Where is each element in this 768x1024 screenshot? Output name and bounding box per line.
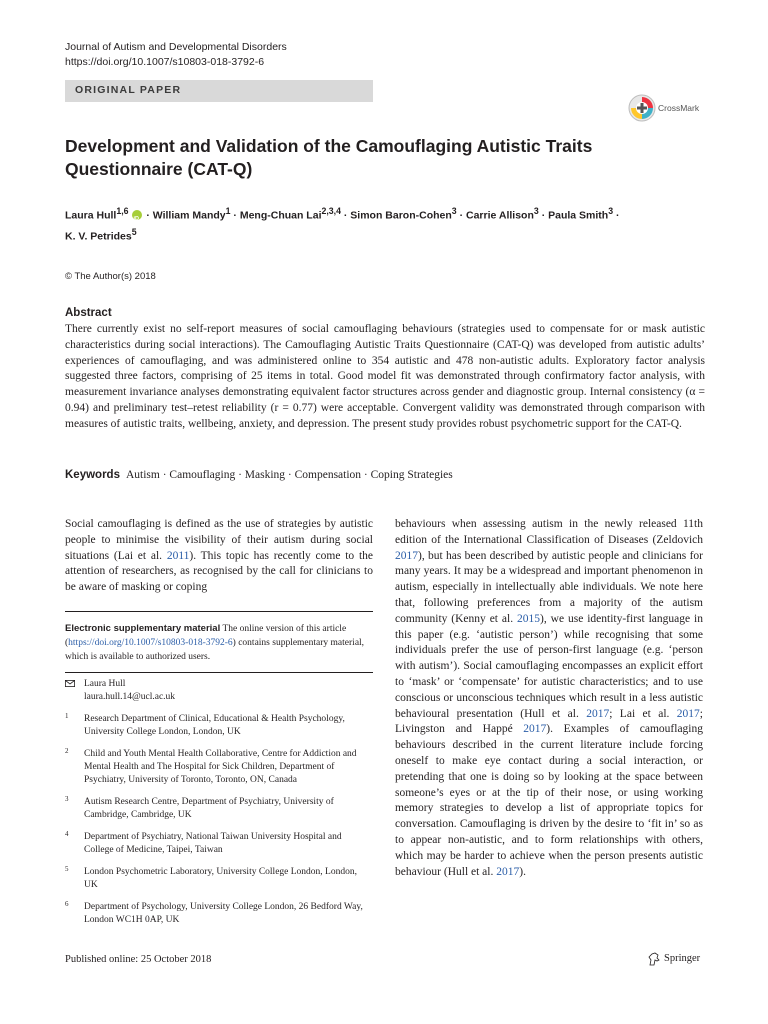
affiliation-number: 4 — [65, 830, 69, 838]
citation-link[interactable]: 2017 — [676, 707, 700, 720]
author-name[interactable]: · Carrie Allison — [459, 209, 534, 222]
body-text: behaviours when assessing autism in the newly released 11th edition of the International Classification of Diseases (Zeldovich — [395, 518, 703, 546]
affiliation-item — [65, 831, 373, 857]
affiliation-number: 5 — [65, 865, 69, 873]
body-text: ; Livingston and Happé — [395, 707, 703, 736]
author-affil-sup: 5 — [131, 226, 137, 237]
affiliation-number: 1 — [65, 712, 69, 720]
supplementary-text: ) contains supplementary material, which is available to authorized users. — [65, 638, 365, 662]
springer-horse-icon — [648, 952, 660, 966]
corresponding-author — [65, 672, 373, 704]
affiliation-text: Autism Research Centre, Department of Psychiatry, University of Cambridge, Cambridge, UK — [84, 797, 334, 820]
abstract-text: There currently exist no self-report measures of social camouflaging behaviours (strategies used to compensate for or mask autistic characteristics during social interactions). The Camouflaging Autistic Traits Questionnaire (CAT-Q) was developed from autistic adults’ experiences of camouflaging, and was administered online to 354 autistic and 478 non-autistic adults. Exploratory factor analysis suggested three factors, comprising of 25 items in total. Good model fit was demonstrated through confirmatory factor analysis, with measurement invariance analyses demonstrating equivalent factor structures across gender and diagnostic group. Internal consistency (α = 0.94) and preliminary test–retest reliability (r = 0.77) were acceptable. Convergent validity was demonstrated through comparison with measures of autistic traits, wellbeing, anxiety, and depression. The present study provides robust psychometric support for the CAT-Q. — [65, 323, 705, 430]
supplementary-label: Electronic supplementary material — [65, 623, 221, 634]
affiliation-item — [65, 748, 373, 787]
affiliation-item — [65, 796, 373, 822]
journal-header — [65, 40, 287, 70]
body-text: ). — [519, 865, 526, 878]
affiliation-number: 6 — [65, 900, 69, 908]
affiliation-text: Research Department of Clinical, Educational & Health Psychology, University College London, London, UK — [84, 714, 345, 737]
crossmark-label: CrossMark — [658, 103, 700, 113]
author-affil-sup: 1,6 — [116, 206, 129, 216]
affiliation-text: Department of Psychology, University College London, 26 Bedford Way, London WC1H 0AP, UK — [84, 902, 363, 925]
author-name[interactable]: Laura Hull — [65, 209, 117, 222]
body-text: ), but has been described by autistic people and clinicians for many years. It may be a widespread and important phenomenon in autism, especially in intellectually able individuals. We note here that, following preferences from a majority of the autism community (Kenny et al. — [395, 549, 703, 625]
author-list — [65, 203, 705, 244]
affiliation-number: 3 — [65, 795, 69, 803]
keywords-label: Keywords — [65, 469, 120, 481]
body-text: ). Examples of camouflaging behaviours described in the current literature include forcing oneself to make eye contact during a social interaction, or pretending that one is doing so by looking at the space between someone’s eyes or at the tip of their nose, or using working memory strategies to develop a list of appropriate topics for conversation. Camouflaging is driven by the desire to ‘fit in’ so as to appear non-autistic, and to form relationships with others, which may be harder to achieve when the person presents autistic behaviour (Hull et al. — [395, 723, 703, 878]
article-type-label: ORIGINAL PAPER — [75, 84, 182, 96]
crossmark-badge[interactable] — [628, 94, 708, 124]
supplementary-link[interactable]: https://doi.org/10.1007/s10803-018-3792-6 — [68, 638, 233, 648]
author-affil-sup: 1 — [225, 206, 231, 216]
copyright-notice: © The Author(s) 2018 — [65, 271, 156, 282]
contact-name: Laura Hull — [84, 679, 126, 689]
affiliation-text: Child and Youth Mental Health Collaborative, Centre for Addiction and Mental Health and The Hospital for Sick Children, Department of Psychiatry, University of Toronto, Toronto, ON, Canada — [84, 749, 357, 785]
affiliation-text: Department of Psychiatry, National Taiwan University Hospital and College of Medicine, Taipei, Taiwan — [84, 832, 342, 855]
article-title: Development and Validation of the Camouflaging Autistic Traits Questionnaire (CAT-Q) — [65, 136, 593, 179]
article-type-bar — [65, 80, 373, 102]
keywords-text: Autism · Camouflaging · Masking · Compensation · Coping Strategies — [125, 469, 453, 481]
supplementary-note — [65, 611, 373, 664]
affiliation-item — [65, 713, 373, 739]
contact-block — [65, 678, 373, 704]
author-name[interactable]: · Paula Smith — [541, 209, 609, 222]
affiliation-text: London Psychometric Laboratory, University College London, London, UK — [84, 867, 357, 890]
citation-link[interactable]: 2011 — [166, 549, 190, 562]
supplementary-text: The online version of this article ( — [65, 624, 347, 648]
body-column-right — [395, 517, 703, 880]
author-name[interactable]: · Meng-Chuan Lai — [233, 209, 322, 222]
publisher-name: Springer — [664, 953, 701, 964]
author-affil-sup: 3 — [451, 206, 457, 216]
citation-link[interactable]: 2015 — [517, 612, 541, 625]
citation-link[interactable]: 2017 — [395, 549, 418, 562]
author-name[interactable]: · William Mandy — [146, 209, 226, 222]
body-text: Social camouflaging is defined as the use of strategies by autistic people to minimise the visibility of their autism during social situations (Lai et al. — [65, 518, 373, 562]
body-text: ). This topic has recently come to the attention of researchers, as recognised by the call for clinicians to be aware of masking or coping — [65, 549, 373, 594]
crossmark-icon — [628, 94, 656, 122]
body-text: ; Lai et al. — [609, 707, 677, 720]
author-separator: · — [613, 209, 620, 222]
affiliation-number: 2 — [65, 747, 69, 755]
abstract-heading: Abstract — [65, 307, 112, 319]
affiliation-item — [65, 901, 373, 927]
springer-logo — [648, 952, 708, 968]
author-affil-sup: 3 — [533, 206, 539, 216]
citation-link[interactable]: 2017 — [496, 865, 520, 878]
published-date: Published online: 25 October 2018 — [65, 954, 212, 965]
keywords-line — [65, 468, 705, 483]
affiliation-list — [65, 713, 373, 936]
author-name[interactable]: · Simon Baron-Cohen — [343, 209, 452, 222]
author-name[interactable]: K. V. Petrides — [65, 230, 132, 242]
envelope-icon — [65, 680, 75, 687]
body-text: ), we use identity-first language in this paper (e.g. ‘autistic person’) while recognising that some individuals prefer the use of person-first language (e.g. ‘person with autism’). Social camouflaging encompasses an explicit effort to ‘mask’ or ‘compensate’ for autistic characteristics; and to use conscious or unconscious techniques which result in a less autistic behavioural presentation (Hull et al. — [395, 612, 703, 720]
orcid-icon[interactable] — [132, 210, 142, 220]
journal-name: Journal of Autism and Developmental Disorders — [65, 41, 287, 53]
citation-link[interactable]: 2017 — [586, 707, 610, 720]
citation-link[interactable]: 2017 — [523, 723, 547, 736]
body-column-left — [65, 517, 373, 596]
journal-doi[interactable]: https://doi.org/10.1007/s10803-018-3792-6 — [65, 56, 265, 68]
contact-email[interactable]: laura.hull.14@ucl.ac.uk — [84, 692, 176, 702]
affiliation-item — [65, 866, 373, 892]
author-affil-sup: 3 — [608, 206, 614, 216]
author-affil-sup: 2,3,4 — [321, 206, 341, 216]
